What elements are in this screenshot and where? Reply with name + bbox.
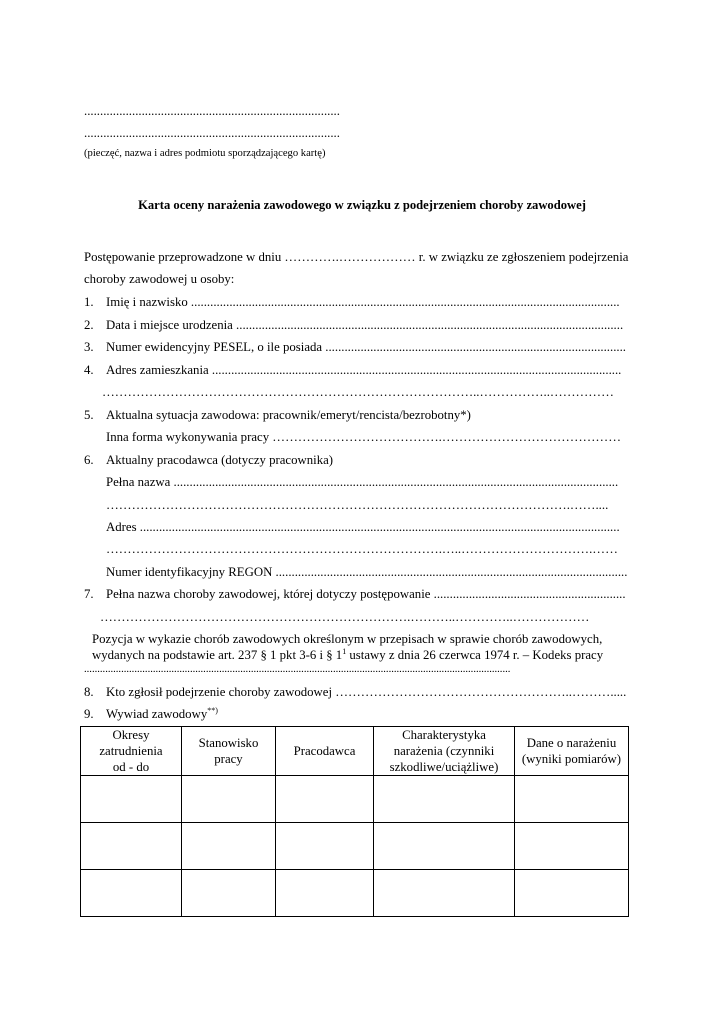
header-line: Okresy [112, 728, 150, 742]
item-3-number: 3. [84, 340, 94, 354]
intro-line-1: Postępowanie przeprowadzone w dniu ………….……………… r. w związku ze zgłoszeniem podejrzenia [84, 250, 629, 264]
table-cell[interactable] [515, 776, 629, 823]
table-cell[interactable] [81, 823, 182, 870]
item-8-number: 8. [84, 685, 94, 699]
item-7-number: 7. [84, 587, 94, 601]
table-cell[interactable] [182, 870, 276, 917]
item-4-address-continuation[interactable]: ……………………………………………………………………………..……………..…………… [102, 385, 614, 399]
header-line: szkodliwe/uciążliwe) [389, 760, 499, 774]
item-6-number: 6. [84, 453, 94, 467]
table-cell[interactable] [515, 870, 629, 917]
page-title: Karta oceny narażenia zawodowego w związku z podejrzeniem choroby zawodowej [138, 198, 586, 212]
disease-list-position-line-2-a: wydanych na podstawie art. 237 § 1 pkt 3-6 i § 1 [92, 648, 343, 662]
header-employment-period [81, 727, 182, 776]
header-line: narażenia (czynniki [393, 744, 495, 758]
item-4-number: 4. [84, 363, 94, 377]
stamp-dotted-line-2: ................................................................................ [84, 126, 340, 140]
table-cell[interactable] [374, 870, 515, 917]
item-1-number: 1. [84, 295, 94, 309]
table-cell[interactable] [276, 823, 374, 870]
table-cell[interactable] [374, 776, 515, 823]
header-line: Stanowisko [198, 736, 259, 750]
item-6-address-field[interactable]: Adres ...................................................................................................................................................... [106, 520, 620, 534]
header-line: (wyniki pomiarów) [521, 752, 622, 766]
intro-line-2: choroby zawodowej u osoby: [84, 272, 235, 286]
header-position [182, 727, 276, 776]
table-cell[interactable] [182, 823, 276, 870]
item-5-other-work-form-field[interactable]: Inna forma wykonywania pracy ………………………………….…………………………………… [106, 430, 622, 444]
table-cell[interactable] [374, 823, 515, 870]
footnote-marker-1: 1 [342, 647, 347, 656]
header-exposure-data [515, 727, 629, 776]
table-row [81, 870, 629, 917]
occupational-history-table [80, 726, 629, 917]
disease-list-position-line-2 [92, 648, 603, 663]
item-8-reporter-field[interactable]: Kto zgłosił podejrzenie choroby zawodowej ………………………………………………..………..... [106, 685, 627, 699]
footnote-marker-2: **) [207, 706, 218, 715]
item-7-disease-name-continuation[interactable]: ……………………………………………………………….………..…………..……………… [100, 610, 590, 624]
item-6-regon-field[interactable]: Numer identyfikacyjny REGON .............................................................................................................. [106, 565, 628, 579]
item-2-birth-field[interactable]: Data i miejsce urodzenia ......................................................................................................................... [106, 318, 624, 332]
table-row [81, 776, 629, 823]
stamp-dotted-line-1: ................................................................................ [84, 104, 340, 118]
header-line: zatrudnienia [99, 744, 163, 758]
table-cell[interactable] [182, 776, 276, 823]
table-cell[interactable] [515, 823, 629, 870]
header-employer [276, 727, 374, 776]
disease-list-position-line-2-b: ustawy z dnia 26 czerwca 1974 r. – Kodeks pracy [346, 648, 604, 662]
item-5-work-status: Aktualna sytuacja zawodowa: pracownik/emeryt/rencista/bezrobotny*) [106, 408, 471, 422]
header-line: od - do [112, 760, 150, 774]
table-cell[interactable] [276, 870, 374, 917]
header-line: Dane o narażeniu [526, 736, 617, 750]
header-line: Charakterystyka [402, 728, 486, 742]
disease-list-position-line-1: Pozycja w wykazie chorób zawodowych określonym w przepisach w sprawie chorób zawodowych, [92, 632, 603, 646]
item-9-number: 9. [84, 707, 94, 721]
item-5-number: 5. [84, 408, 94, 422]
item-7-disease-name-field[interactable]: Pełna nazwa choroby zawodowej, której dotyczy postępowanie ............................................................ [106, 587, 626, 601]
item-3-pesel-field[interactable]: Numer ewidencyjny PESEL, o ile posiada .............................................................................................. [106, 340, 627, 354]
item-4-address-field[interactable]: Adres zamieszkania ................................................................................................................................ [106, 363, 622, 377]
table-cell[interactable] [81, 776, 182, 823]
table-header-row [81, 727, 629, 776]
table-row [81, 823, 629, 870]
item-6-employer-heading: Aktualny pracodawca (dotyczy pracownika) [106, 453, 334, 467]
table-cell[interactable] [81, 870, 182, 917]
item-6-full-name-field[interactable]: Pełna nazwa ........................................................................................................................................... [106, 475, 619, 489]
header-line: pracy [214, 752, 243, 766]
item-9-heading [106, 707, 218, 722]
item-6-address-continuation[interactable]: …………………………………………………………………….…..………………………….…… [106, 542, 618, 556]
item-1-name-field[interactable]: Imię i nazwisko ...................................................................................................................................... [106, 295, 620, 309]
stamp-caption: (pieczęć, nazwa i adres podmiotu sporządzającego kartę) [84, 148, 326, 159]
header-line: Pracodawca [293, 744, 356, 758]
item-2-number: 2. [84, 318, 94, 332]
header-exposure-characteristics [374, 727, 515, 776]
item-6-full-name-continuation[interactable]: ……………………………………………………………………………………………….…….... [106, 498, 609, 512]
table-cell[interactable] [276, 776, 374, 823]
disease-list-position-field[interactable]: ................................................................................................................................................................. [84, 664, 511, 675]
item-9-label: Wywiad zawodowy [106, 707, 208, 721]
